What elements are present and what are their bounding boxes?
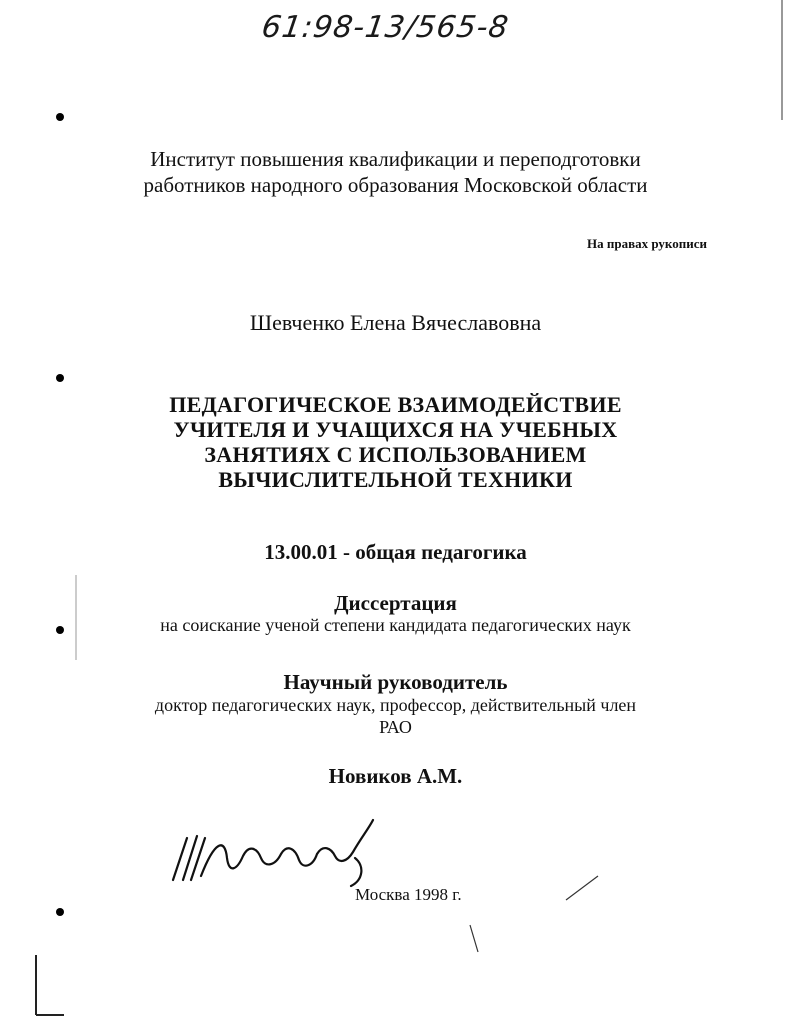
place-and-year: Москва 1998 г.: [355, 885, 462, 904]
institute-name: [0, 146, 791, 198]
dissertation-subtitle: на соискание ученой степени кандидата педагогических наук: [160, 615, 631, 635]
supervisor-credentials: [0, 694, 791, 738]
supervisor-name: Новиков А.М.: [328, 764, 463, 788]
dissertation-title: [0, 392, 791, 492]
title-line-2: УЧИТЕЛЯ И УЧАЩИХСЯ НА УЧЕБНЫХ: [173, 417, 618, 442]
supervisor-heading: Научный руководитель: [283, 670, 508, 694]
title-line-1: ПЕДАГОГИЧЕСКОЕ ВЗАИМОДЕЙСТВИЕ: [169, 392, 622, 417]
dissertation-heading: Диссертация: [334, 591, 457, 615]
institute-line-1: Институт повышения квалификации и переподготовки: [150, 147, 641, 171]
title-line-3: ЗАНЯТИЯХ С ИСПОЛЬЗОВАНИЕМ: [204, 442, 587, 467]
specialty-code: 13.00.01 - общая педагогика: [264, 540, 527, 564]
author-signature: [165, 818, 380, 888]
title-line-4: ВЫЧИСЛИТЕЛЬНОЙ ТЕХНИКИ: [218, 467, 573, 492]
institute-line-2: работников народного образования Московской области: [143, 173, 648, 197]
catalog-number: 61:98-13/565-8: [259, 10, 512, 45]
supervisor-credentials-line-1: доктор педагогических наук, профессор, действительный член: [154, 695, 637, 715]
author-name: Шевченко Елена Вячеславовна: [249, 310, 542, 335]
supervisor-credentials-line-2: РАО: [379, 717, 412, 737]
rights-notice: На правах рукописи: [587, 236, 707, 251]
